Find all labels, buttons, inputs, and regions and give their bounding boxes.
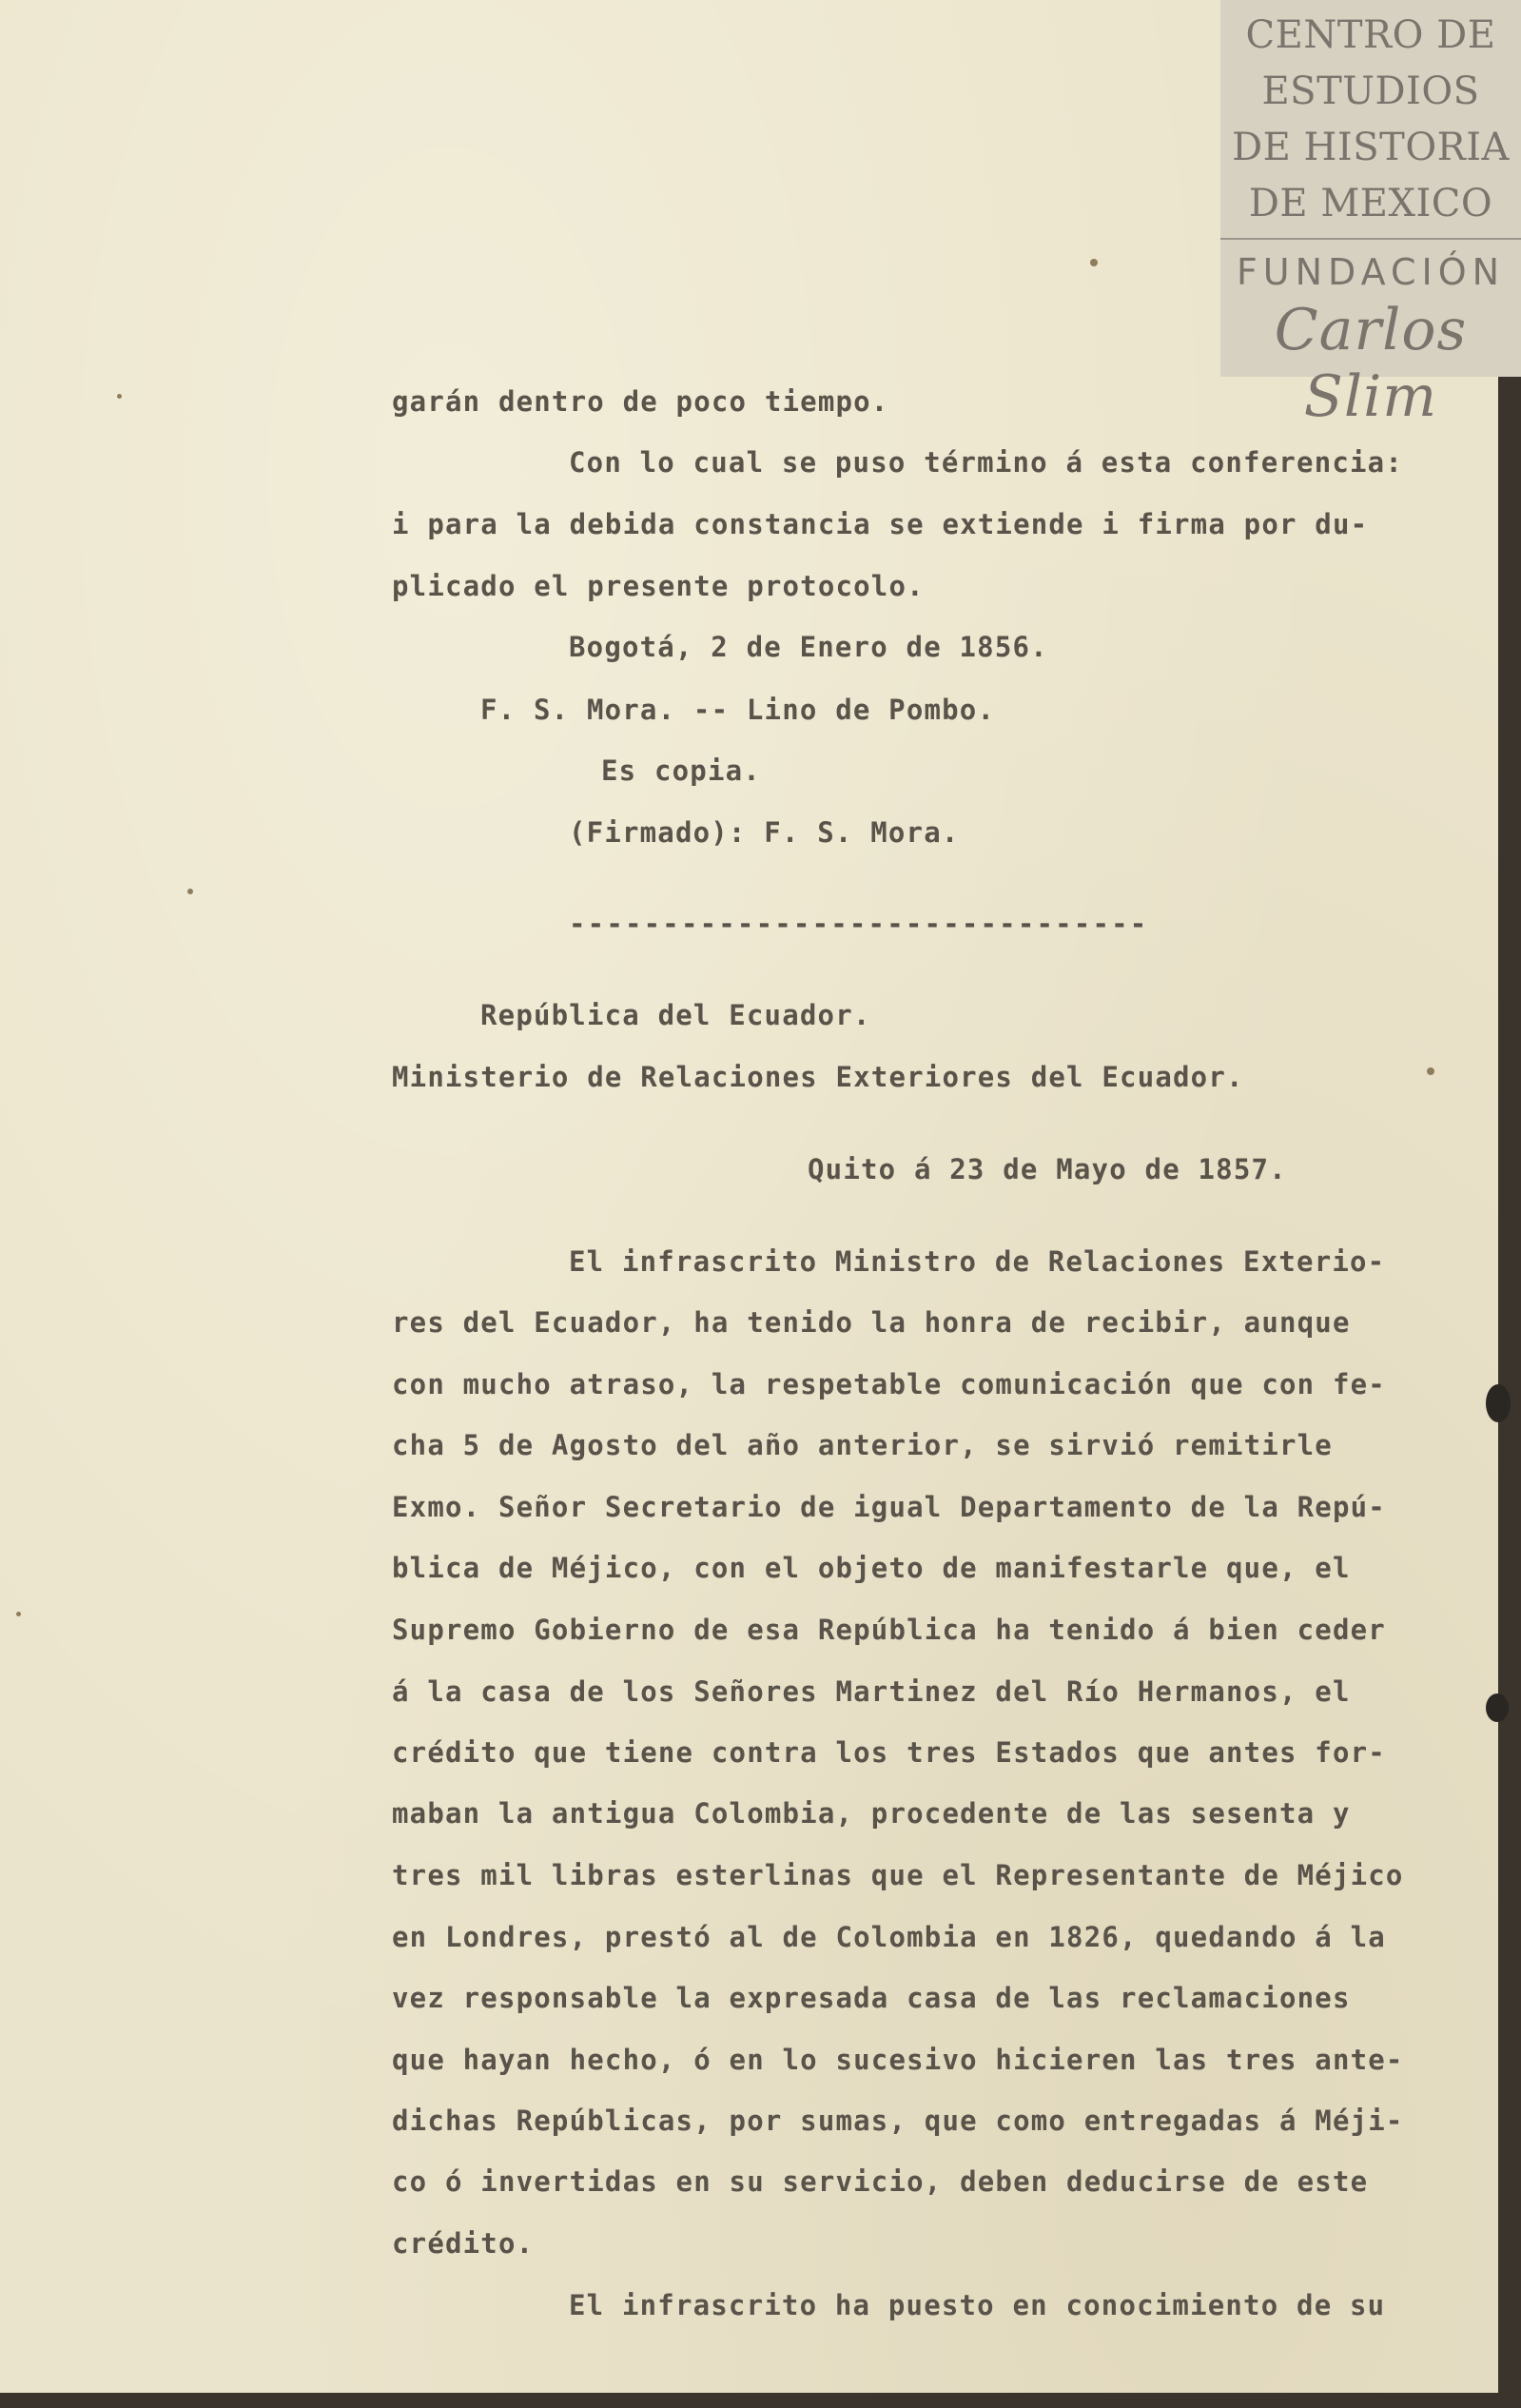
doc-line: Es copia. xyxy=(601,754,761,787)
doc-line: á la casa de los Señores Martinez del Río Hermanos, el xyxy=(392,1675,1351,1708)
paper-speck xyxy=(1090,259,1098,266)
doc-line: tres mil libras esterlinas que el Representante de Méjico xyxy=(392,1859,1404,1891)
scan-border-bottom xyxy=(0,2393,1521,2408)
doc-line: El infrascrito Ministro de Relaciones Exterio- xyxy=(569,1245,1386,1278)
paper-speck xyxy=(187,889,193,894)
doc-line: dichas Repúblicas, por sumas, que como entregadas á Méji- xyxy=(392,2105,1404,2137)
doc-line: Quito á 23 de Mayo de 1857. xyxy=(808,1153,1287,1185)
stamp-divider xyxy=(1220,238,1521,240)
paper-speck xyxy=(117,394,122,399)
stamp-title-line: DE MEXICO xyxy=(1248,182,1493,225)
doc-line: plicado el presente protocolo. xyxy=(392,570,925,602)
doc-line: Exmo. Señor Secretario de igual Departamento de la Repú- xyxy=(392,1491,1386,1523)
archive-stamp xyxy=(1220,0,1521,430)
doc-line: i para la debida constancia se extiende i firma por du- xyxy=(392,508,1369,540)
doc-line: vez responsable la expresada casa de las reclamaciones xyxy=(392,1982,1351,2014)
stamp-title-line: DE HISTORIA xyxy=(1232,126,1510,169)
doc-line: que hayan hecho, ó en lo sucesivo hicieren las tres ante- xyxy=(392,2044,1404,2076)
stamp-fundacion: FUNDACIÓN xyxy=(1236,251,1506,293)
doc-line: blica de Méjico, con el objeto de manifestarle que, el xyxy=(392,1552,1351,1584)
doc-line: res del Ecuador, ha tenido la honra de recibir, aunque xyxy=(392,1306,1351,1339)
stamp-title-line: CENTRO DE xyxy=(1245,13,1496,57)
stamp-title-line: ESTUDIOS xyxy=(1261,69,1480,113)
doc-separator: ------------------------------- xyxy=(569,908,1149,940)
doc-line: maban la antigua Colombia, procedente de las sesenta y xyxy=(392,1797,1351,1830)
doc-line: F. S. Mora. -- Lino de Pombo. xyxy=(480,694,996,726)
doc-line: Bogotá, 2 de Enero de 1856. xyxy=(569,631,1048,663)
doc-line: El infrascrito ha puesto en conocimiento de su xyxy=(569,2289,1386,2321)
stamp-title xyxy=(1220,8,1521,232)
doc-line: (Firmado): F. S. Mora. xyxy=(569,816,960,849)
doc-line: garán dentro de poco tiempo. xyxy=(392,385,889,418)
paper-speck xyxy=(16,1612,21,1616)
page-edge-notch xyxy=(1486,1384,1511,1422)
doc-line: con mucho atraso, la respetable comunicación que con fe- xyxy=(392,1368,1386,1400)
stamp-signature: Carlos Slim xyxy=(1274,297,1468,430)
doc-line: Supremo Gobierno de esa República ha tenido á bien ceder xyxy=(392,1614,1386,1646)
doc-line: República del Ecuador. xyxy=(480,999,871,1031)
doc-line: crédito. xyxy=(392,2227,535,2260)
doc-line: en Londres, prestó al de Colombia en 1826, quedando á la xyxy=(392,1921,1386,1953)
doc-line: Ministerio de Relaciones Exteriores del Ecuador. xyxy=(392,1061,1244,1093)
paper-speck xyxy=(1427,1067,1434,1075)
doc-line: cha 5 de Agosto del año anterior, se sirvió remitirle xyxy=(392,1429,1333,1461)
doc-line: co ó invertidas en su servicio, deben deducirse de este xyxy=(392,2165,1369,2198)
page-edge-notch xyxy=(1486,1693,1509,1722)
doc-line: Con lo cual se puso término á esta conferencia: xyxy=(569,446,1403,479)
doc-line: crédito que tiene contra los tres Estados que antes for- xyxy=(392,1736,1386,1769)
